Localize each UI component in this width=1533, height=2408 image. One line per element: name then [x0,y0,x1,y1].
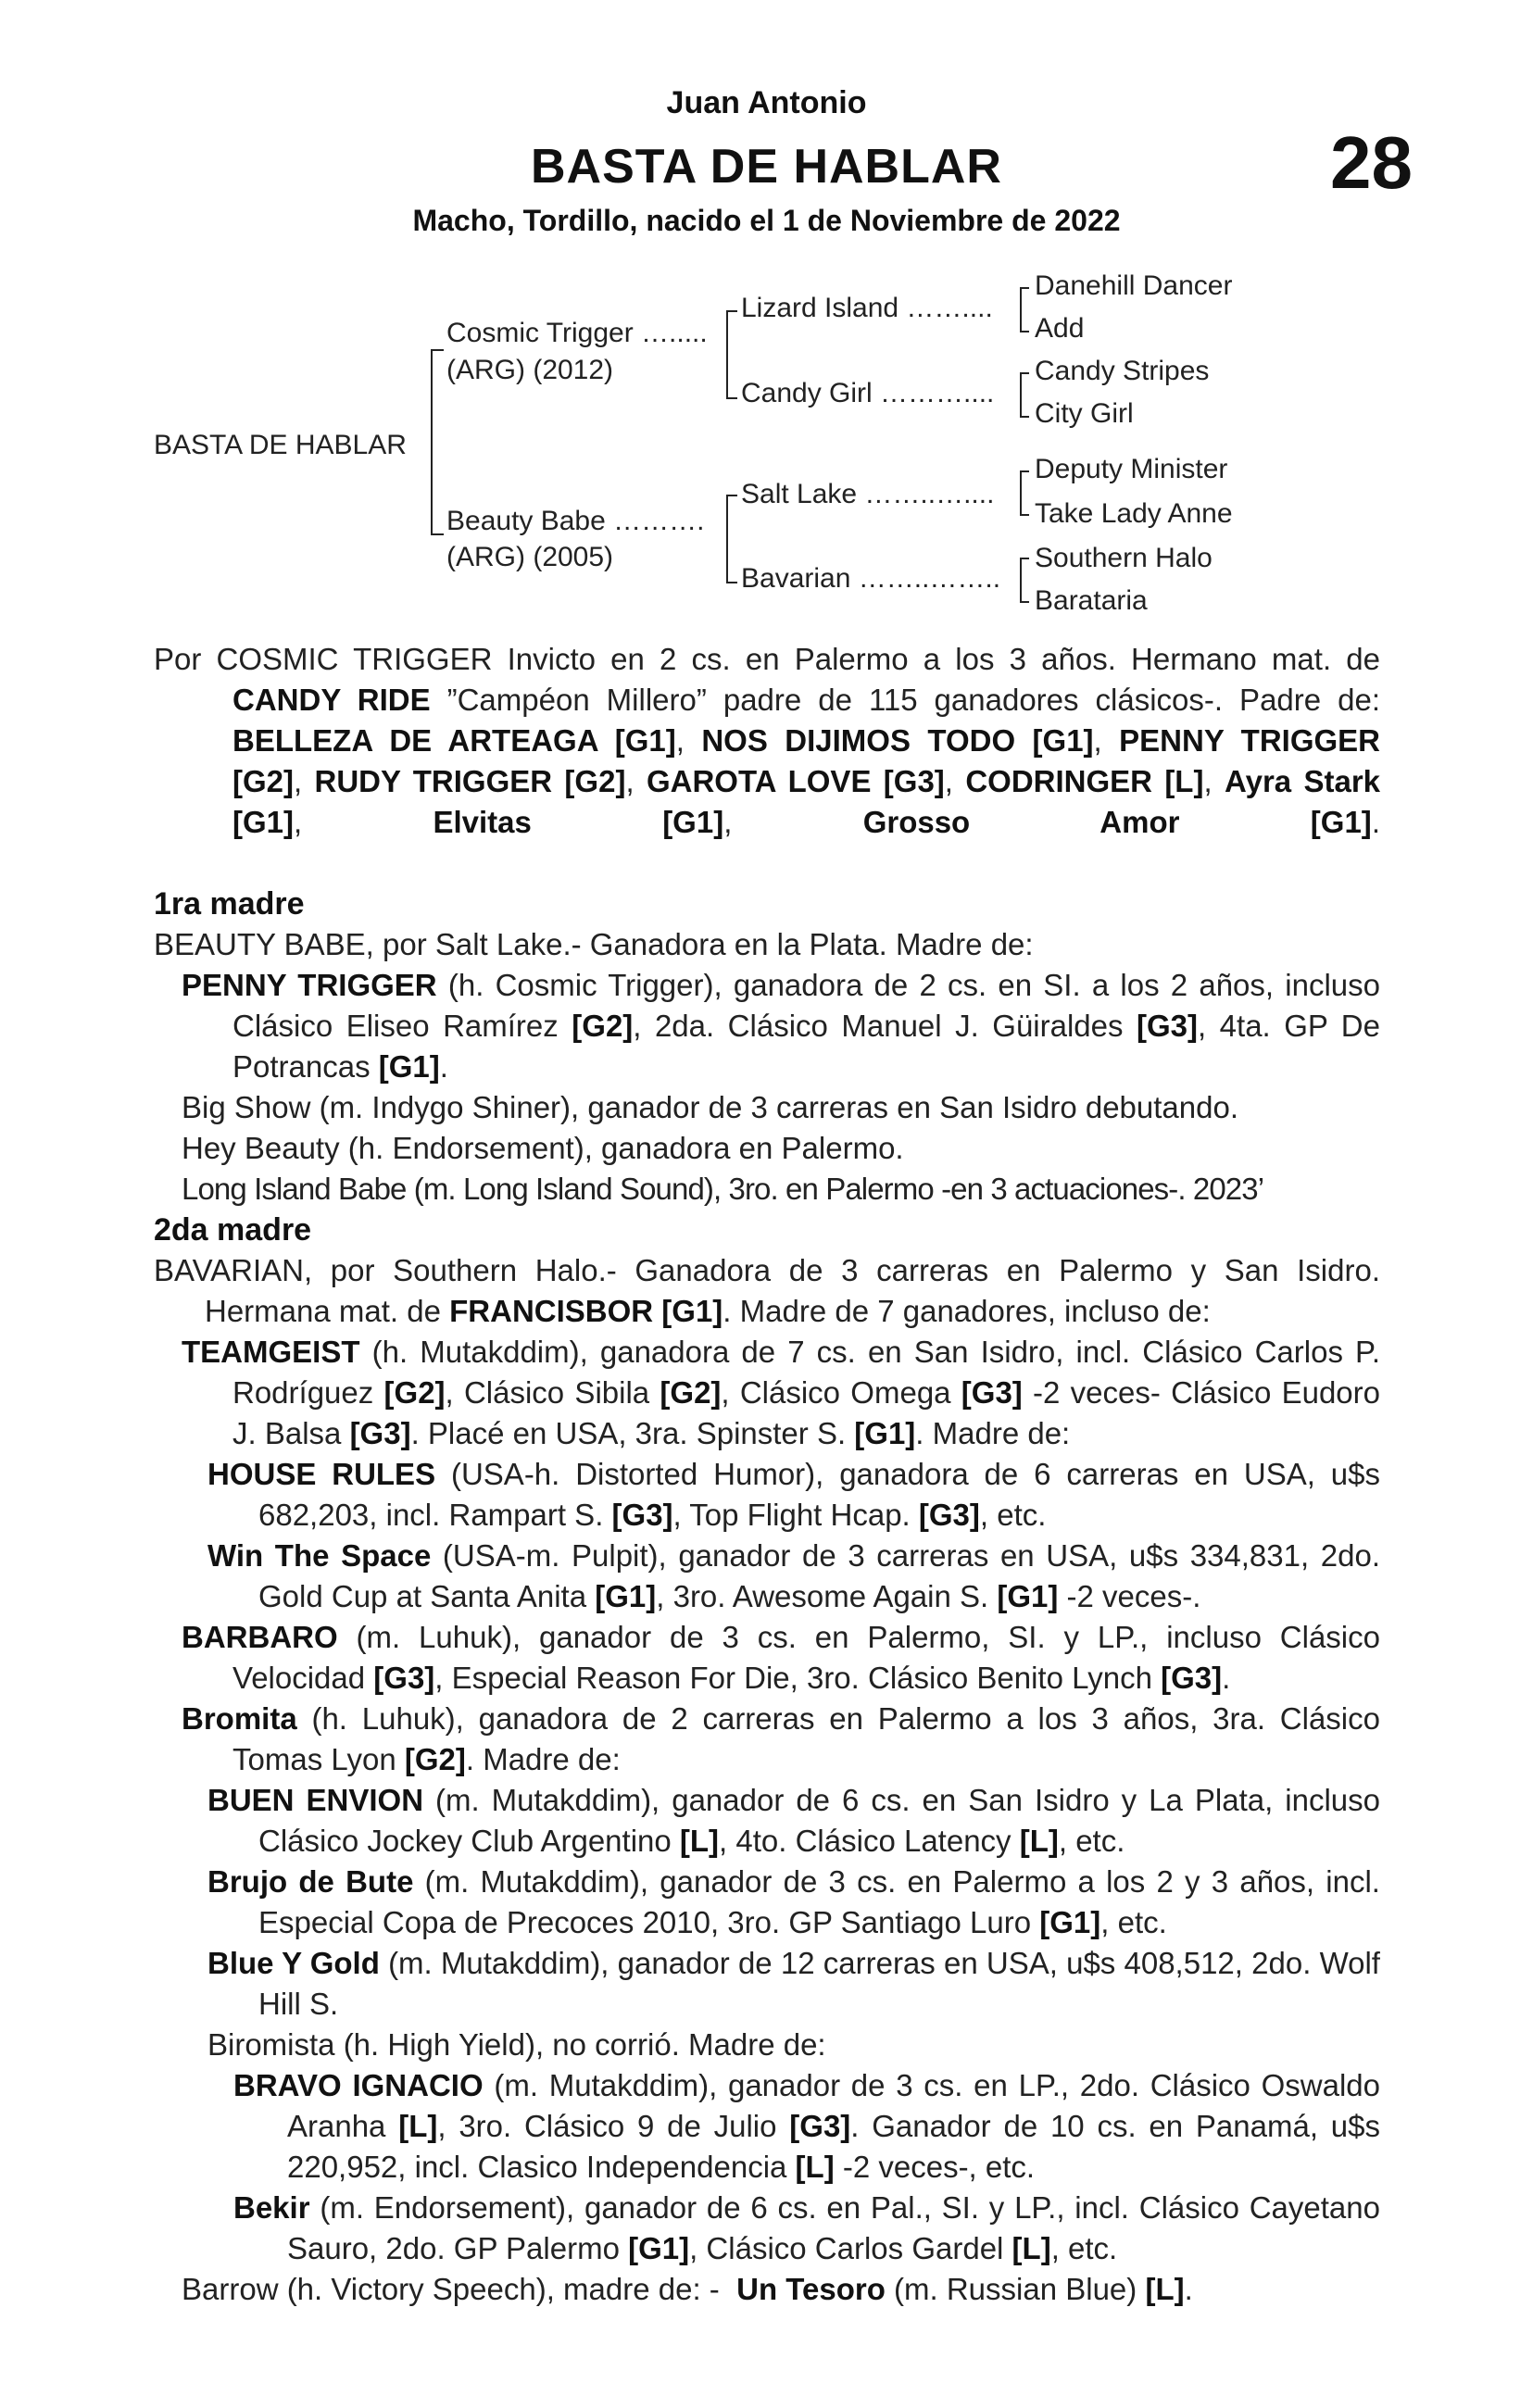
pedigree-bracket-ds [1020,470,1029,516]
teamgeist-text: , Clásico Sibila [445,1375,660,1410]
grade: [L] [398,2109,438,2143]
win-space-text: -2 veces-. [1058,1579,1201,1613]
produce-brujo-de-bute [154,1862,1380,1943]
buen-envion-text: , 4to. Clásico Latency [719,1824,1020,1858]
bavarian-text: . Madre de 7 ganadores, incluso de: [723,1294,1211,1328]
teamgeist-name: TEAMGEIST [182,1335,360,1369]
produce-blue-y-gold [154,1943,1380,2025]
sep: , [675,723,702,758]
penny-text: . [439,1049,448,1084]
blue-gold-name: Blue Y Gold [207,1946,380,1980]
penny-text: , 2da. Clásico Manuel J. Güiraldes [633,1009,1137,1043]
house-rules-text: (USA-h. Distorted Humor), ganadora de 6 carreras en USA, u$s 682,203, incl. Rampart S. [258,1457,1380,1532]
brujo-name: Brujo de Bute [207,1864,414,1899]
progeny-garota: GAROTA LOVE [G3] [646,764,945,798]
produce-barrow [154,2269,1380,2310]
pedigree-bracket-dam [726,495,737,583]
grade: [L] [1019,1824,1059,1858]
grade: [L] [795,2150,835,2184]
pedigree-sire: Cosmic Trigger …..... [446,318,708,348]
second-dam-intro [154,1250,1380,1332]
grade: [G3] [1137,1009,1199,1043]
pedigree-sire-origin: (ARG) (2012) [446,355,614,385]
grade: [L] [679,1824,720,1858]
progeny-belleza: BELLEZA DE ARTEAGA [G1] [232,723,676,758]
breeder-name: Juan Antonio [666,85,867,120]
pedigree-dam-origin: (ARG) (2005) [446,542,614,572]
brujo-text: , etc. [1100,1905,1167,1939]
grade: [G1] [997,1579,1059,1613]
bravo-name: BRAVO IGNACIO [233,2068,484,2102]
grade: [G3] [789,2109,851,2143]
pedigree-ds-sire: Deputy Minister [1035,454,1228,484]
teamgeist-text: (h. Mutakddim), ganadora de 7 cs. en San Isidro, incl. Clásico Carlos P. Rodríguez [232,1335,1380,1410]
grade: [G3] [611,1498,673,1532]
teamgeist-text: -2 veces- Clásico Eudoro J. Balsa [232,1375,1381,1450]
candy-ride-text: ”Campéon Millero” padre de 115 ganadores clásicos-. Padre de: [430,683,1380,717]
pedigree-ss-dam: Add [1035,313,1085,344]
produce-biromista: Biromista (h. High Yield), no corrió. Madre de: [207,2027,826,2062]
bavarian-text: BAVARIAN, por Southern Halo.- Ganadora de 3 carreras en Palermo y San Isidro. Hermana mat. de [154,1253,1380,1328]
progeny-penny: PENNY TRIGGER [G2] [232,723,1380,798]
sire-paragraph-line-1 [154,639,1380,680]
sire-paragraph-progeny [232,680,1380,843]
produce-win-the-space [154,1536,1380,1617]
first-dam-heading: 1ra madre [154,886,305,922]
barbaro-text: . [1222,1661,1231,1695]
teamgeist-text: . Madre de: [915,1416,1071,1450]
sire-paragraph-rest [154,680,1380,843]
grade: [G1] [1039,1905,1101,1939]
horse-name-title: BASTA DE HABLAR [531,140,1002,194]
progeny-codringer: CODRINGER [L] [965,764,1204,798]
pedigree-bracket-sire [726,310,737,399]
pedigree-bracket-ss [1020,287,1029,332]
produce-bekir [154,2188,1380,2269]
pedigree-dam: Beauty Babe ………. [446,506,705,536]
pedigree-sd-dam: City Girl [1035,398,1134,429]
barbaro-name: BARBARO [182,1620,338,1654]
sep: , [625,764,647,798]
sep: , [1203,764,1225,798]
penny-name: PENNY TRIGGER [182,968,437,1002]
pedigree-dam-dam: Bavarian ……..…….. [741,563,1001,594]
grade: [G3] [918,1498,980,1532]
grade: [G1] [628,2231,690,2265]
house-rules-text: , Top Flight Hcap. [672,1498,919,1532]
teamgeist-text: . Placé en USA, 3ra. Spinster S. [410,1416,855,1450]
bravo-text: . Ganador de 10 cs. en Panamá, u$s 220,952, incl. Clasico Independencia [287,2109,1380,2184]
pedigree-ds-dam: Take Lady Anne [1035,498,1233,529]
lot-number: 28 [1330,121,1413,204]
sire-intro-text: Por COSMIC TRIGGER Invicto en 2 cs. en Palermo a los 3 años. Hermano mat. de [154,642,1380,676]
barrow-text: Barrow (h. Victory Speech), madre de: - [182,2272,737,2306]
win-space-text: (USA-m. Pulpit), ganador de 3 carreras en USA, u$s 334,831, 2do. Gold Cup at Santa Anita [258,1538,1380,1613]
sep: , [294,805,434,839]
second-dam-heading: 2da madre [154,1212,312,1248]
catalog-body [154,639,1380,2310]
grade: [G3] [1161,1661,1223,1695]
pedigree-bracket-1 [431,349,444,535]
grade: [G2] [572,1009,634,1043]
house-rules-text: , etc. [979,1498,1047,1532]
pedigree-dd-sire: Southern Halo [1035,543,1213,573]
bravo-text: (m. Mutakddim), ganador de 3 cs. en LP., 2do. Clásico Oswaldo Aranha [287,2068,1381,2143]
bravo-text: -2 veces-, etc. [834,2150,1036,2184]
candy-ride-name: CANDY RIDE [232,683,431,717]
pedigree-dd-dam: Barataria [1035,585,1148,616]
pedigree-sd-sire: Candy Stripes [1035,356,1210,386]
pedigree-sire-sire: Lizard Island …….... [741,293,993,323]
grade: [G2] [660,1375,722,1410]
grade: [G3] [373,1661,435,1695]
un-tesoro-name: Un Tesoro [736,2272,886,2306]
barbaro-text: (m. Luhuk), ganador de 3 cs. en Palermo, SI. y LP., incluso Clásico Velocidad [232,1620,1380,1695]
brujo-text: (m. Mutakddim), ganador de 3 cs. en Palermo a los 2 y 3 años, incl. Especial Copa de Precoces 2010, 3ro. GP Santiago Luro [258,1864,1380,1939]
grade: [G1] [854,1416,916,1450]
barbaro-text: , Especial Reason For Die, 3ro. Clásico Benito Lynch [434,1661,1162,1695]
produce-teamgeist [154,1332,1380,1454]
buen-envion-text: , etc. [1058,1824,1125,1858]
sep: . [1371,805,1380,839]
produce-bravo-ignacio [154,2065,1380,2188]
pedigree-dam-sire: Salt Lake ……..….... [741,479,995,509]
pedigree-bracket-sd [1020,372,1029,418]
produce-buen-envion [154,1780,1380,1862]
bekir-name: Bekir [233,2190,310,2225]
grade: [G1] [595,1579,657,1613]
grade: [L] [1012,2231,1051,2265]
pedigree-subject: BASTA DE HABLAR [154,430,407,460]
bravo-text: , 3ro. Clásico 9 de Julio [437,2109,790,2143]
sep: , [944,764,966,798]
francisbor-name: FRANCISBOR [G1] [449,1294,723,1328]
produce-barbaro [154,1617,1380,1699]
progeny-rudy: RUDY TRIGGER [G2] [314,764,626,798]
produce-hey-beauty: Hey Beauty (h. Endorsement), ganadora en Palermo. [182,1131,904,1165]
pedigree-sire-dam: Candy Girl ……….... [741,378,995,408]
produce-penny-trigger [154,965,1380,1087]
barrow-text: (m. Russian Blue) [885,2272,1146,2306]
bekir-text: (m. Endorsement), ganador de 6 cs. en Pal., SI. y LP., incl. Clásico Cayetano Sauro, 2do. GP Palermo [287,2190,1380,2265]
grade: [G2] [383,1375,446,1410]
bromita-name: Bromita [182,1701,297,1736]
bromita-text: (h. Luhuk), ganadora de 2 carreras en Palermo a los 3 años, 3ra. Clásico Tomas Lyon [232,1701,1380,1776]
buen-envion-text: (m. Mutakddim), ganador de 6 cs. en San Isidro y La Plata, incluso Clásico Jockey Club Argentino [258,1783,1380,1858]
progeny-grosso: Grosso Amor [G1] [862,805,1372,839]
progeny-elvitas: Elvitas [G1] [433,805,724,839]
bekir-text: , Clásico Carlos Gardel [689,2231,1012,2265]
grade: [L] [1145,2272,1185,2306]
pedigree-ss-sire: Danehill Dancer [1035,270,1233,301]
bekir-text: , etc. [1050,2231,1118,2265]
sep: , [294,764,315,798]
sep: , [1093,723,1120,758]
produce-long-island: Long Island Babe (m. Long Island Sound), 3ro. en Palermo -en 3 actuaciones-. 2023’ [182,1172,1264,1206]
sep: , [723,805,863,839]
pedigree-bracket-dd [1020,558,1029,603]
horse-description: Macho, Tordillo, nacido el 1 de Noviembre de 2022 [412,204,1121,237]
grade: [G2] [404,1742,466,1776]
progeny-nos-dijimos: NOS DIJIMOS TODO [G1] [701,723,1094,758]
bromita-text: . Madre de: [465,1742,621,1776]
produce-bromita [154,1699,1380,1780]
win-space-text: , 3ro. Awesome Again S. [656,1579,998,1613]
first-dam-intro: BEAUTY BABE, por Salt Lake.- Ganadora en la Plata. Madre de: [154,927,1034,961]
produce-big-show: Big Show (m. Indygo Shiner), ganador de 3 carreras en San Isidro debutando. [182,1090,1239,1124]
grade: [G3] [961,1375,1023,1410]
penny-text: (h. Cosmic Trigger), ganadora de 2 cs. en SI. a los 2 años, incluso Clásico Eliseo Ramírez [232,968,1381,1043]
win-space-name: Win The Space [207,1538,432,1573]
teamgeist-text: , Clásico Omega [721,1375,961,1410]
blue-gold-text: (m. Mutakddim), ganador de 12 carreras en USA, u$s 408,512, 2do. Wolf Hill S. [258,1946,1380,2021]
grade: [G1] [378,1049,440,1084]
penny-text: , 4ta. GP De Potrancas [232,1009,1380,1084]
house-rules-name: HOUSE RULES [207,1457,436,1491]
buen-envion-name: BUEN ENVION [207,1783,424,1817]
progeny-ayra: Ayra Stark [G1] [232,764,1381,839]
produce-house-rules [154,1454,1380,1536]
grade: [G3] [349,1416,411,1450]
barrow-text: . [1184,2272,1193,2306]
